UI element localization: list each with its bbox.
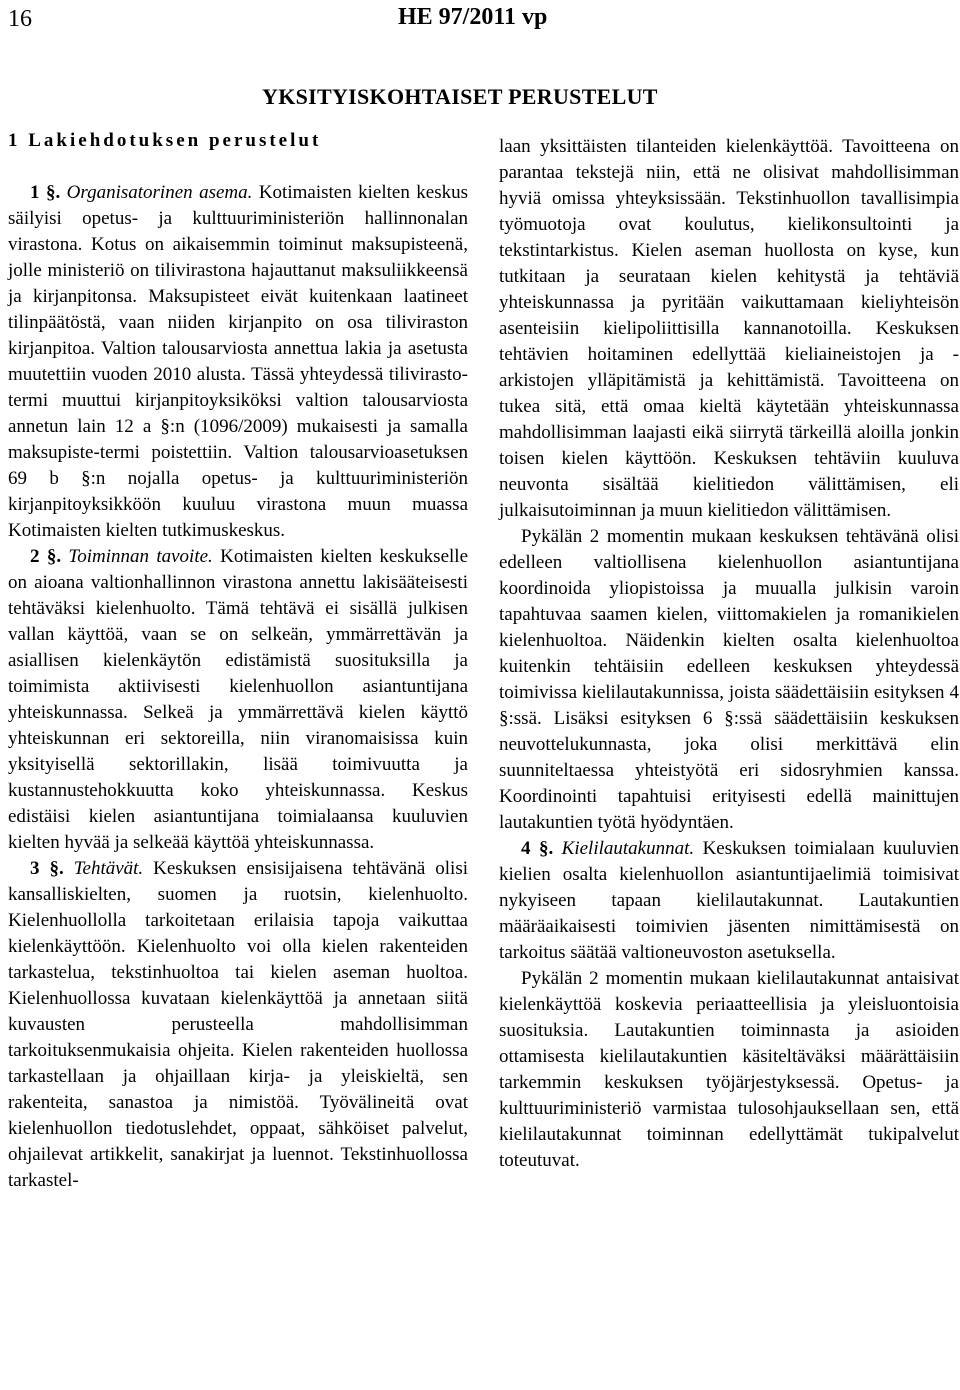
paragraph-section-1 [8,180,468,544]
section-number: 4 §. [521,838,554,859]
section-title: Organisatorinen asema. [66,182,253,203]
right-column [499,134,959,1174]
chapter-title: YKSITYISKOHTAISET PERUSTELUT [262,84,658,109]
page-number: 16 [8,6,32,32]
section-text: Keskuksen ensisijaisena tehtävänä olisi kansalliskielten, suomen ja ruotsin, kielenhuolto. Kielenhuollolla tarkoitetaan erilaisia tapoja vaikuttaa kielenkäyttöön. Kielenhuolto voi olla kielen rakenteiden tarkastelua, tekstinhuoltoa tai kielen aseman huoltoa. Kielenhuollossa kuvataan kielenkäyttöä ja annetaan siitä kuvausten perusteella mahdollisimman tarkoituksenmukaisia ohjeita. Kielen rakenteiden huollossa tarkastellaan ja ohjaillaan kirja- ja yleiskieltä, sen rakenteita, sanastoa ja nimistöä. Työvälineitä ovat kielenhuollon tiedotuslehdet, oppaat, sähköiset palvelut, ohjailevat artikkelit, sanakirjat ja luennot. Tekstinhuollossa tarkastel- [8,858,468,1191]
paragraph: Pykälän 2 momentin mukaan kielilautakunnat antaisivat kielenkäyttöä koskevia periaatteellisia ja yleisluontoisia suosituksia. Lautakuntien toiminnasta ja asioiden ottamisesta kielilautakuntien käsiteltäväksi määrättäisiin tarkemmin keskuksen työjärjestyksessä. Opetus- ja kulttuuriministeriö varmistaa tulosohjauksellaan sen, että kielilautakunnat toiminnan edellyttämät tukipalvelut toteutuvat. [499,968,959,1171]
paragraph-section-2 [8,544,468,856]
paragraph-continued: laan yksittäisten tilanteiden kielenkäyttöä. Tavoitteena on parantaa tekstejä niin, että ne olisivat mahdollisimman hyviä omissa yhteyksissään. Tekstinhuollon tavallisimpia työmuotoja ovat koulutus, kielikonsultointi ja tekstintarkistus. Kielen aseman huollosta on kyse, kun tutkitaan ja seurataan kielen kehitystä ja tehtäviä yhteiskunnassa ja pyritään vaikuttamaan kieliyhteisön asenteisiin kielipoliittisilla kannanotoilla. Keskuksen tehtävien hoitaminen edellyttää kieliaineistojen ja -arkistojen ylläpitämistä ja kehittämistä. Tavoitteena on tukea sitä, että omaa kieltä käytetään yhteiskunnassa mahdollisimman laajasti eikä siirrytä tärkeillä aloilla jonkin toisen kielen käyttöön. Keskuksen tehtäviin kuuluva neuvonta sisältää kielitiedon välittämisen, eli julkaisutoiminnan ja muun kielitiedon välittämisen. [499,136,959,521]
paragraph: Pykälän 2 momentin mukaan keskuksen tehtävänä olisi edelleen valtiollisena kielenhuollon asiantuntijana koordinoida yliopistoissa ja muualla julkisin varoin tapahtuvaa saamen kielen, viittomakielen ja romanikielen kielenhuoltoa. Näidenkin kielten osalta kielenhuoltoa kuitenkin tehtäisiin edelleen keskuksen yhteydessä toimivissa kielilautakunnissa, joista säädettäisiin esityksen 4 §:ssä. Lisäksi esityksen 6 §:ssä säädettäisiin keskuksen neuvottelukunnasta, joka olisi merkittävä elin suunniteltaessa yhteistyötä eri sidosryhmien kanssa. Koordinointi tapahtuisi erityisesti edellä mainittujen lautakuntien työtä hyödyntäen. [499,526,959,833]
section-number: 3 §. [30,858,64,879]
section-title: Tehtävät. [73,858,144,879]
section-number: 1 §. [30,182,61,203]
section-text: Keskuksen toimialaan kuuluvien kielien osalta kielenhuollon asiantuntijaelimiä toimisivat nykyiseen tapaan kielilautakunnat. Lautakuntien määräaikaisesti toimivien jäsenten nimittämisestä on tarkoitus säätää valtioneuvoston asetuksella. [499,838,960,963]
section-heading: 1 Lakiehdotuksen perustelut [8,130,322,151]
section-text: Kotimaisten kielten keskus säilyisi opetus- ja kulttuuriministeriön hallinnonalan virastona. Kotus on aikaisemmin toiminut maksupisteenä, jolle ministeriö on tilivirastona hajauttanut maksuliikkeensä ja kirjanpitonsa. Maksupisteet eivät kuitenkaan laatineet tilinpäätöstä, vaan niiden kirjanpito on osa tiliviraston kirjanpitoa. Valtion talousarviosta annettua lakia ja asetusta muutettiin vuoden 2010 alusta. Tässä yhteydessä tilivirasto-termi muuttui kirjanpitoyksiköksi valtion talousarviosta annetun lain 12 a §:n (1096/2009) mukaisesti ja samalla maksupiste-termi poistettiin. Valtion talousarvioasetuksen 69 b §:n nojalla opetus- ja kulttuuriministeriön kirjanpitoyksikköön kuuluu virastona muun muassa Kotimaisten kielten tutkimuskeskus. [8,182,469,541]
running-head: HE 97/2011 vp [398,4,548,30]
paragraph-section-4 [499,836,959,966]
section-title: Toiminnan tavoite. [68,546,213,567]
section-title: Kielilautakunnat. [561,838,695,859]
left-column [8,128,468,1194]
paragraph-section-3 [8,856,468,1194]
section-text: Kotimaisten kielten keskukselle on aioana valtionhallinnon virastona annettu lakisääteisesti tehtäväksi kielenhuolto. Tämä tehtävä ei sisällä julkisen vallan käyttöä, vaan se on selkeän, ymmärrettävän ja asiallisen kielenkäytön edistämistä suosituksilla ja toimimista aktiivisesti kielenhuollon asiantuntijana yhteiskunnassa. Selkeä ja ymmärrettävä kielen käyttö yhteiskunnan eri sektoreilla, niin viranomaisissa kuin yksityisellä sektorillakin, lisää toimivuutta ja kustannustehokkuutta koko yhteiskunnassa. Keskus edistäisi kielen asiantuntijana toimialaansa kuuluvien kielten hyvää ja selkeää käyttöä yhteiskunnassa. [8,546,468,853]
section-number: 2 §. [30,546,62,567]
